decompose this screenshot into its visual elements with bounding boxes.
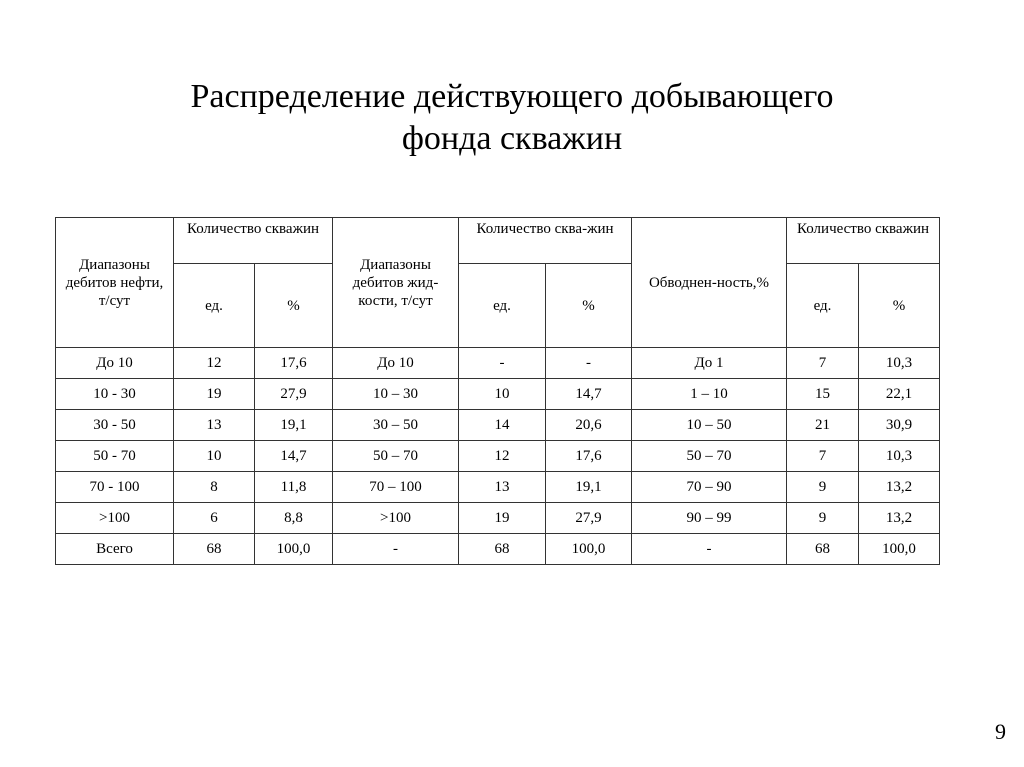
table-cell: 10 bbox=[459, 379, 546, 410]
header-water-count: Количество скважин bbox=[787, 218, 940, 264]
table-cell: До 10 bbox=[333, 348, 459, 379]
table-cell: 68 bbox=[787, 534, 859, 565]
table-cell: 50 - 70 bbox=[56, 441, 174, 472]
subheader-liquid-pct: % bbox=[546, 264, 632, 348]
header-liquid-count: Количество сква-жин bbox=[459, 218, 632, 264]
table-cell: 50 – 70 bbox=[632, 441, 787, 472]
table-cell: 10,3 bbox=[859, 441, 940, 472]
table-cell: - bbox=[632, 534, 787, 565]
table-cell: До 10 bbox=[56, 348, 174, 379]
table-cell: 17,6 bbox=[255, 348, 333, 379]
table-cell: 10 – 30 bbox=[333, 379, 459, 410]
table-cell: 100,0 bbox=[255, 534, 333, 565]
table-cell: 9 bbox=[787, 472, 859, 503]
header-oil-count: Количество скважин bbox=[174, 218, 333, 264]
table-cell: 10 - 30 bbox=[56, 379, 174, 410]
slide-title-line2: фонда скважин bbox=[401, 120, 623, 157]
table-cell: 10 – 50 bbox=[632, 410, 787, 441]
subheader-oil-pct: % bbox=[255, 264, 333, 348]
well-distribution-table bbox=[55, 217, 940, 565]
table-cell: 70 – 100 bbox=[333, 472, 459, 503]
table-cell: 10,3 bbox=[859, 348, 940, 379]
table-cell: 21 bbox=[787, 410, 859, 441]
table-cell: - bbox=[546, 348, 632, 379]
table-row bbox=[56, 472, 940, 503]
table-cell: 8,8 bbox=[255, 503, 333, 534]
header-oil-ranges: Диапазоны дебитов нефти, т/сут bbox=[56, 218, 174, 348]
table-total-row bbox=[56, 534, 940, 565]
header-water-cut: Обводнен-ность,% bbox=[632, 218, 787, 348]
table-cell: 15 bbox=[787, 379, 859, 410]
table-cell: 13 bbox=[174, 410, 255, 441]
table-row bbox=[56, 441, 940, 472]
table-cell: >100 bbox=[333, 503, 459, 534]
table-cell: 19 bbox=[459, 503, 546, 534]
table-cell: 12 bbox=[459, 441, 546, 472]
table-cell: До 1 bbox=[632, 348, 787, 379]
table-cell: 100,0 bbox=[546, 534, 632, 565]
table-cell: 8 bbox=[174, 472, 255, 503]
table-cell: 19,1 bbox=[546, 472, 632, 503]
table-cell: 17,6 bbox=[546, 441, 632, 472]
table-cell: 30,9 bbox=[859, 410, 940, 441]
table-subheader-row bbox=[56, 264, 940, 348]
table-cell: 27,9 bbox=[546, 503, 632, 534]
table-cell: 7 bbox=[787, 441, 859, 472]
table-cell: 13 bbox=[459, 472, 546, 503]
table-cell: 1 – 10 bbox=[632, 379, 787, 410]
table-cell: 90 – 99 bbox=[632, 503, 787, 534]
table-cell: 70 - 100 bbox=[56, 472, 174, 503]
table-row bbox=[56, 410, 940, 441]
table-cell: 13,2 bbox=[859, 472, 940, 503]
table-cell: 50 – 70 bbox=[333, 441, 459, 472]
table-header-row bbox=[56, 218, 940, 264]
slide-title-line1: Распределение действующего добывающего bbox=[190, 78, 834, 115]
table-cell: 68 bbox=[174, 534, 255, 565]
table-cell: 10 bbox=[174, 441, 255, 472]
table-cell: 22,1 bbox=[859, 379, 940, 410]
table-cell: 30 - 50 bbox=[56, 410, 174, 441]
table-cell: Всего bbox=[56, 534, 174, 565]
subheader-water-pct: % bbox=[859, 264, 940, 348]
table-cell: 11,8 bbox=[255, 472, 333, 503]
subheader-water-ed: ед. bbox=[787, 264, 859, 348]
table-cell: 27,9 bbox=[255, 379, 333, 410]
table-cell: >100 bbox=[56, 503, 174, 534]
table-cell: 20,6 bbox=[546, 410, 632, 441]
table-cell: 13,2 bbox=[859, 503, 940, 534]
table-cell: 12 bbox=[174, 348, 255, 379]
table-cell: 19,1 bbox=[255, 410, 333, 441]
table-cell: 9 bbox=[787, 503, 859, 534]
table-row bbox=[56, 379, 940, 410]
table-cell: 14,7 bbox=[546, 379, 632, 410]
header-liquid-ranges: Диапазоны дебитов жид-кости, т/сут bbox=[333, 218, 459, 348]
table-cell: 30 – 50 bbox=[333, 410, 459, 441]
table-cell: 70 – 90 bbox=[632, 472, 787, 503]
page-number: 9 bbox=[995, 719, 1006, 744]
table-row bbox=[56, 503, 940, 534]
table-cell: 19 bbox=[174, 379, 255, 410]
table-cell: - bbox=[459, 348, 546, 379]
table-cell: 14 bbox=[459, 410, 546, 441]
slide-title bbox=[112, 76, 912, 160]
table-cell: 100,0 bbox=[859, 534, 940, 565]
table-cell: 14,7 bbox=[255, 441, 333, 472]
subheader-liquid-ed: ед. bbox=[459, 264, 546, 348]
table-cell: - bbox=[333, 534, 459, 565]
table-cell: 7 bbox=[787, 348, 859, 379]
subheader-oil-ed: ед. bbox=[174, 264, 255, 348]
table-cell: 68 bbox=[459, 534, 546, 565]
table-row bbox=[56, 348, 940, 379]
table-cell: 6 bbox=[174, 503, 255, 534]
